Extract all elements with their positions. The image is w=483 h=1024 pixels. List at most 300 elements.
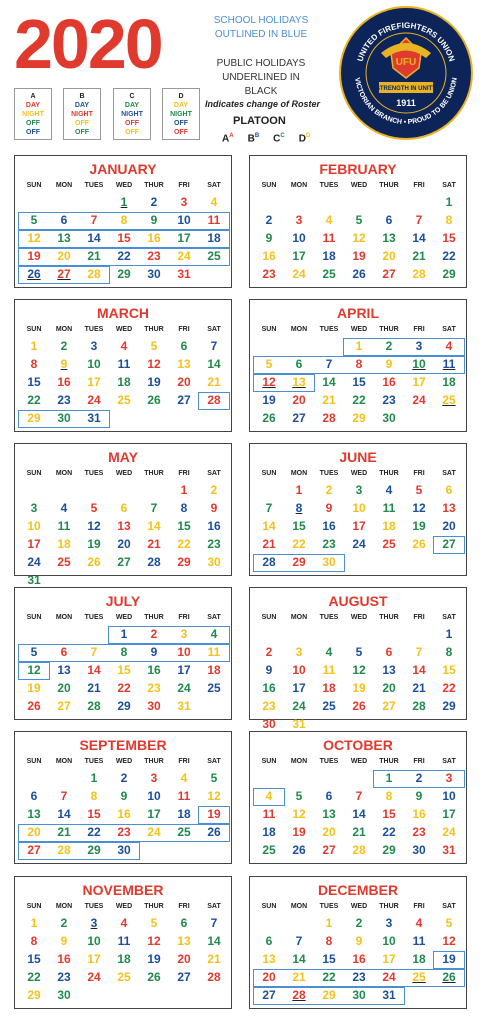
- calendar-day[interactable]: 8: [30, 934, 38, 948]
- calendar-day[interactable]: 7: [210, 916, 218, 930]
- calendar-day[interactable]: 23: [262, 267, 276, 281]
- calendar-day[interactable]: 4: [445, 339, 453, 353]
- calendar-day[interactable]: 25: [207, 681, 221, 695]
- calendar-day[interactable]: 3: [295, 645, 303, 659]
- calendar-day[interactable]: 12: [27, 663, 41, 677]
- calendar-day[interactable]: 20: [27, 825, 41, 839]
- calendar-day[interactable]: 25: [57, 555, 71, 569]
- calendar-day[interactable]: 22: [442, 681, 456, 695]
- calendar-day[interactable]: 15: [87, 807, 101, 821]
- calendar-day[interactable]: 26: [412, 537, 426, 551]
- calendar-day[interactable]: 1: [120, 195, 128, 209]
- calendar-day[interactable]: 23: [322, 537, 336, 551]
- calendar-day[interactable]: 19: [87, 537, 101, 551]
- calendar-day[interactable]: 15: [177, 519, 191, 533]
- calendar-day[interactable]: 26: [147, 970, 161, 984]
- calendar-day[interactable]: 9: [385, 357, 393, 371]
- calendar-day[interactable]: 18: [322, 681, 336, 695]
- calendar-day[interactable]: 5: [265, 357, 273, 371]
- calendar-day[interactable]: 27: [442, 537, 456, 551]
- calendar-day[interactable]: 11: [382, 501, 396, 515]
- calendar-day[interactable]: 2: [60, 339, 68, 353]
- calendar-day[interactable]: 24: [292, 267, 306, 281]
- calendar-day[interactable]: 21: [87, 249, 101, 263]
- calendar-day[interactable]: 17: [87, 952, 101, 966]
- calendar-day[interactable]: 17: [442, 807, 456, 821]
- calendar-day[interactable]: 20: [57, 681, 71, 695]
- calendar-day[interactable]: 11: [207, 645, 221, 659]
- calendar-day[interactable]: 11: [262, 807, 276, 821]
- calendar-day[interactable]: 5: [90, 501, 98, 515]
- calendar-day[interactable]: 3: [180, 195, 188, 209]
- calendar-day[interactable]: 16: [57, 952, 71, 966]
- calendar-day[interactable]: 11: [117, 934, 131, 948]
- calendar-day[interactable]: 16: [382, 375, 396, 389]
- calendar-day[interactable]: 5: [150, 339, 158, 353]
- calendar-day[interactable]: 9: [265, 663, 273, 677]
- calendar-day[interactable]: 24: [87, 393, 101, 407]
- calendar-day[interactable]: 10: [382, 934, 396, 948]
- calendar-day[interactable]: 15: [382, 807, 396, 821]
- calendar-day[interactable]: 27: [117, 555, 131, 569]
- calendar-day[interactable]: 14: [207, 357, 221, 371]
- calendar-day[interactable]: 9: [265, 231, 273, 245]
- calendar-day[interactable]: 30: [322, 555, 336, 569]
- calendar-day[interactable]: 30: [207, 555, 221, 569]
- calendar-day[interactable]: 15: [442, 663, 456, 677]
- calendar-day[interactable]: 5: [445, 916, 453, 930]
- calendar-day[interactable]: 14: [87, 231, 101, 245]
- calendar-day[interactable]: 13: [382, 663, 396, 677]
- calendar-day[interactable]: 25: [322, 699, 336, 713]
- calendar-day[interactable]: 19: [412, 519, 426, 533]
- calendar-day[interactable]: 27: [262, 988, 276, 1002]
- calendar-day[interactable]: 11: [177, 789, 191, 803]
- calendar-day[interactable]: 29: [27, 411, 41, 425]
- calendar-day[interactable]: 29: [442, 699, 456, 713]
- calendar-day[interactable]: 21: [412, 681, 426, 695]
- calendar-day[interactable]: 8: [120, 213, 128, 227]
- calendar-day[interactable]: 2: [120, 771, 128, 785]
- calendar-day[interactable]: 17: [177, 663, 191, 677]
- calendar-day[interactable]: 13: [57, 231, 71, 245]
- calendar-day[interactable]: 15: [442, 231, 456, 245]
- calendar-day[interactable]: 13: [177, 934, 191, 948]
- calendar-day[interactable]: 13: [322, 807, 336, 821]
- calendar-day[interactable]: 28: [207, 393, 221, 407]
- calendar-day[interactable]: 6: [385, 213, 393, 227]
- calendar-day[interactable]: 26: [27, 267, 41, 281]
- calendar-day[interactable]: 10: [177, 213, 191, 227]
- calendar-day[interactable]: 6: [445, 483, 453, 497]
- calendar-day[interactable]: 30: [262, 717, 276, 731]
- calendar-day[interactable]: 4: [265, 789, 273, 803]
- calendar-day[interactable]: 5: [415, 483, 423, 497]
- calendar-day[interactable]: 16: [262, 249, 276, 263]
- calendar-day[interactable]: 22: [292, 537, 306, 551]
- calendar-day[interactable]: 19: [292, 825, 306, 839]
- calendar-day[interactable]: 15: [292, 519, 306, 533]
- calendar-day[interactable]: 1: [30, 339, 38, 353]
- calendar-day[interactable]: 6: [265, 934, 273, 948]
- calendar-day[interactable]: 17: [412, 375, 426, 389]
- calendar-day[interactable]: 13: [27, 807, 41, 821]
- calendar-day[interactable]: 16: [147, 231, 161, 245]
- calendar-day[interactable]: 14: [412, 663, 426, 677]
- calendar-day[interactable]: 26: [147, 393, 161, 407]
- calendar-day[interactable]: 25: [412, 970, 426, 984]
- calendar-day[interactable]: 28: [87, 267, 101, 281]
- calendar-day[interactable]: 25: [207, 249, 221, 263]
- calendar-day[interactable]: 4: [60, 501, 68, 515]
- calendar-day[interactable]: 26: [352, 267, 366, 281]
- calendar-day[interactable]: 25: [177, 825, 191, 839]
- calendar-day[interactable]: 5: [150, 916, 158, 930]
- calendar-day[interactable]: 29: [292, 555, 306, 569]
- calendar-day[interactable]: 6: [180, 916, 188, 930]
- calendar-day[interactable]: 31: [27, 573, 41, 587]
- calendar-day[interactable]: 23: [147, 681, 161, 695]
- calendar-day[interactable]: 10: [352, 501, 366, 515]
- calendar-day[interactable]: 14: [292, 952, 306, 966]
- calendar-day[interactable]: 18: [262, 825, 276, 839]
- calendar-day[interactable]: 24: [177, 681, 191, 695]
- calendar-day[interactable]: 21: [207, 952, 221, 966]
- calendar-day[interactable]: 19: [207, 807, 221, 821]
- calendar-day[interactable]: 14: [87, 663, 101, 677]
- calendar-day[interactable]: 2: [60, 916, 68, 930]
- calendar-day[interactable]: 30: [352, 988, 366, 1002]
- calendar-day[interactable]: 4: [325, 213, 333, 227]
- calendar-day[interactable]: 2: [355, 916, 363, 930]
- calendar-day[interactable]: 24: [412, 393, 426, 407]
- calendar-day[interactable]: 5: [355, 213, 363, 227]
- calendar-day[interactable]: 1: [445, 195, 453, 209]
- calendar-day[interactable]: 6: [295, 357, 303, 371]
- calendar-day[interactable]: 6: [385, 645, 393, 659]
- calendar-day[interactable]: 19: [352, 249, 366, 263]
- calendar-day[interactable]: 2: [265, 645, 273, 659]
- calendar-day[interactable]: 7: [90, 213, 98, 227]
- calendar-day[interactable]: 18: [382, 519, 396, 533]
- calendar-day[interactable]: 29: [442, 267, 456, 281]
- calendar-day[interactable]: 10: [87, 357, 101, 371]
- calendar-day[interactable]: 27: [177, 970, 191, 984]
- calendar-day[interactable]: 7: [265, 501, 273, 515]
- calendar-day[interactable]: 30: [57, 988, 71, 1002]
- calendar-day[interactable]: 28: [352, 843, 366, 857]
- calendar-day[interactable]: 24: [147, 825, 161, 839]
- calendar-day[interactable]: 26: [87, 555, 101, 569]
- calendar-day[interactable]: 9: [210, 501, 218, 515]
- calendar-day[interactable]: 29: [177, 555, 191, 569]
- calendar-day[interactable]: 1: [295, 483, 303, 497]
- calendar-day[interactable]: 11: [412, 934, 426, 948]
- calendar-day[interactable]: 19: [27, 681, 41, 695]
- calendar-day[interactable]: 20: [382, 681, 396, 695]
- calendar-day[interactable]: 13: [442, 501, 456, 515]
- calendar-day[interactable]: 6: [180, 339, 188, 353]
- calendar-day[interactable]: 24: [292, 699, 306, 713]
- calendar-day[interactable]: 1: [30, 916, 38, 930]
- calendar-day[interactable]: 23: [147, 249, 161, 263]
- calendar-day[interactable]: 5: [30, 213, 38, 227]
- calendar-day[interactable]: 22: [117, 249, 131, 263]
- calendar-day[interactable]: 11: [442, 357, 456, 371]
- calendar-day[interactable]: 26: [442, 970, 456, 984]
- calendar-day[interactable]: 3: [150, 771, 158, 785]
- calendar-day[interactable]: 14: [147, 519, 161, 533]
- calendar-day[interactable]: 16: [352, 952, 366, 966]
- calendar-day[interactable]: 22: [27, 970, 41, 984]
- calendar-day[interactable]: 2: [265, 213, 273, 227]
- calendar-day[interactable]: 12: [147, 357, 161, 371]
- calendar-day[interactable]: 13: [57, 663, 71, 677]
- calendar-day[interactable]: 12: [87, 519, 101, 533]
- calendar-day[interactable]: 25: [382, 537, 396, 551]
- calendar-day[interactable]: 16: [117, 807, 131, 821]
- calendar-day[interactable]: 8: [90, 789, 98, 803]
- calendar-day[interactable]: 14: [412, 231, 426, 245]
- calendar-day[interactable]: 23: [382, 393, 396, 407]
- calendar-day[interactable]: 20: [382, 249, 396, 263]
- calendar-day[interactable]: 14: [57, 807, 71, 821]
- calendar-day[interactable]: 7: [90, 645, 98, 659]
- calendar-day[interactable]: 14: [207, 934, 221, 948]
- calendar-day[interactable]: 7: [60, 789, 68, 803]
- calendar-day[interactable]: 9: [325, 501, 333, 515]
- calendar-day[interactable]: 20: [57, 249, 71, 263]
- calendar-day[interactable]: 28: [57, 843, 71, 857]
- calendar-day[interactable]: 24: [352, 537, 366, 551]
- calendar-day[interactable]: 30: [57, 411, 71, 425]
- calendar-day[interactable]: 9: [355, 934, 363, 948]
- calendar-day[interactable]: 11: [117, 357, 131, 371]
- calendar-day[interactable]: 5: [355, 645, 363, 659]
- calendar-day[interactable]: 11: [207, 213, 221, 227]
- calendar-day[interactable]: 11: [322, 231, 336, 245]
- calendar-day[interactable]: 4: [180, 771, 188, 785]
- calendar-day[interactable]: 20: [292, 393, 306, 407]
- calendar-day[interactable]: 12: [147, 934, 161, 948]
- calendar-day[interactable]: 1: [90, 771, 98, 785]
- calendar-day[interactable]: 11: [322, 663, 336, 677]
- calendar-day[interactable]: 6: [120, 501, 128, 515]
- calendar-day[interactable]: 28: [87, 699, 101, 713]
- calendar-day[interactable]: 17: [87, 375, 101, 389]
- calendar-day[interactable]: 17: [177, 231, 191, 245]
- calendar-day[interactable]: 21: [412, 249, 426, 263]
- calendar-day[interactable]: 6: [30, 789, 38, 803]
- calendar-day[interactable]: 4: [120, 339, 128, 353]
- calendar-day[interactable]: 19: [147, 375, 161, 389]
- calendar-day[interactable]: 6: [325, 789, 333, 803]
- calendar-day[interactable]: 14: [322, 375, 336, 389]
- calendar-day[interactable]: 12: [27, 231, 41, 245]
- calendar-day[interactable]: 15: [352, 375, 366, 389]
- calendar-day[interactable]: 22: [27, 393, 41, 407]
- calendar-day[interactable]: 10: [442, 789, 456, 803]
- calendar-day[interactable]: 6: [60, 213, 68, 227]
- calendar-day[interactable]: 16: [57, 375, 71, 389]
- calendar-day[interactable]: 20: [177, 952, 191, 966]
- calendar-day[interactable]: 21: [87, 681, 101, 695]
- calendar-day[interactable]: 29: [87, 843, 101, 857]
- calendar-day[interactable]: 20: [322, 825, 336, 839]
- calendar-day[interactable]: 17: [382, 952, 396, 966]
- calendar-day[interactable]: 8: [355, 357, 363, 371]
- calendar-day[interactable]: 3: [295, 213, 303, 227]
- calendar-day[interactable]: 8: [180, 501, 188, 515]
- calendar-day[interactable]: 26: [27, 699, 41, 713]
- calendar-day[interactable]: 14: [352, 807, 366, 821]
- calendar-day[interactable]: 30: [147, 267, 161, 281]
- calendar-day[interactable]: 28: [262, 555, 276, 569]
- calendar-day[interactable]: 21: [207, 375, 221, 389]
- calendar-day[interactable]: 28: [412, 267, 426, 281]
- calendar-day[interactable]: 31: [177, 699, 191, 713]
- calendar-day[interactable]: 9: [60, 357, 68, 371]
- calendar-day[interactable]: 18: [442, 375, 456, 389]
- calendar-day[interactable]: 18: [322, 249, 336, 263]
- calendar-day[interactable]: 27: [292, 411, 306, 425]
- calendar-day[interactable]: 8: [445, 213, 453, 227]
- calendar-day[interactable]: 12: [412, 501, 426, 515]
- calendar-day[interactable]: 8: [295, 501, 303, 515]
- calendar-day[interactable]: 1: [325, 916, 333, 930]
- calendar-day[interactable]: 7: [210, 339, 218, 353]
- calendar-day[interactable]: 10: [177, 645, 191, 659]
- calendar-day[interactable]: 19: [352, 681, 366, 695]
- calendar-day[interactable]: 23: [412, 825, 426, 839]
- calendar-day[interactable]: 18: [207, 231, 221, 245]
- calendar-day[interactable]: 29: [382, 843, 396, 857]
- calendar-day[interactable]: 22: [352, 393, 366, 407]
- calendar-day[interactable]: 27: [382, 267, 396, 281]
- calendar-day[interactable]: 15: [117, 231, 131, 245]
- calendar-day[interactable]: 25: [262, 843, 276, 857]
- calendar-day[interactable]: 3: [415, 339, 423, 353]
- calendar-day[interactable]: 31: [382, 988, 396, 1002]
- calendar-day[interactable]: 28: [412, 699, 426, 713]
- calendar-day[interactable]: 17: [147, 807, 161, 821]
- calendar-day[interactable]: 21: [147, 537, 161, 551]
- calendar-day[interactable]: 27: [57, 699, 71, 713]
- calendar-day[interactable]: 28: [322, 411, 336, 425]
- calendar-day[interactable]: 21: [292, 970, 306, 984]
- calendar-day[interactable]: 15: [27, 952, 41, 966]
- calendar-day[interactable]: 9: [150, 645, 158, 659]
- calendar-day[interactable]: 30: [412, 843, 426, 857]
- calendar-day[interactable]: 27: [177, 393, 191, 407]
- calendar-day[interactable]: 3: [385, 916, 393, 930]
- calendar-day[interactable]: 14: [262, 519, 276, 533]
- calendar-day[interactable]: 31: [87, 411, 101, 425]
- calendar-day[interactable]: 17: [27, 537, 41, 551]
- calendar-day[interactable]: 31: [177, 267, 191, 281]
- calendar-day[interactable]: 19: [147, 952, 161, 966]
- calendar-day[interactable]: 25: [117, 393, 131, 407]
- calendar-day[interactable]: 25: [442, 393, 456, 407]
- calendar-day[interactable]: 27: [382, 699, 396, 713]
- calendar-day[interactable]: 22: [177, 537, 191, 551]
- calendar-day[interactable]: 19: [27, 249, 41, 263]
- calendar-day[interactable]: 3: [30, 501, 38, 515]
- calendar-day[interactable]: 8: [120, 645, 128, 659]
- calendar-day[interactable]: 23: [207, 537, 221, 551]
- calendar-day[interactable]: 19: [262, 393, 276, 407]
- calendar-day[interactable]: 31: [442, 843, 456, 857]
- calendar-day[interactable]: 24: [442, 825, 456, 839]
- calendar-day[interactable]: 29: [117, 267, 131, 281]
- calendar-day[interactable]: 21: [57, 825, 71, 839]
- calendar-day[interactable]: 3: [90, 916, 98, 930]
- calendar-day[interactable]: 4: [120, 916, 128, 930]
- calendar-day[interactable]: 7: [295, 934, 303, 948]
- calendar-day[interactable]: 15: [117, 663, 131, 677]
- calendar-day[interactable]: 18: [177, 807, 191, 821]
- calendar-day[interactable]: 27: [322, 843, 336, 857]
- calendar-day[interactable]: 9: [120, 789, 128, 803]
- calendar-day[interactable]: 8: [30, 357, 38, 371]
- calendar-day[interactable]: 23: [262, 699, 276, 713]
- calendar-day[interactable]: 4: [210, 195, 218, 209]
- calendar-day[interactable]: 2: [150, 195, 158, 209]
- calendar-day[interactable]: 7: [415, 213, 423, 227]
- calendar-day[interactable]: 3: [180, 627, 188, 641]
- calendar-day[interactable]: 18: [207, 663, 221, 677]
- calendar-day[interactable]: 16: [412, 807, 426, 821]
- calendar-day[interactable]: 26: [262, 411, 276, 425]
- calendar-day[interactable]: 10: [87, 934, 101, 948]
- calendar-day[interactable]: 10: [412, 357, 426, 371]
- calendar-day[interactable]: 21: [352, 825, 366, 839]
- calendar-day[interactable]: 30: [117, 843, 131, 857]
- calendar-day[interactable]: 31: [292, 717, 306, 731]
- calendar-day[interactable]: 2: [385, 339, 393, 353]
- calendar-day[interactable]: 8: [325, 934, 333, 948]
- calendar-day[interactable]: 13: [117, 519, 131, 533]
- calendar-day[interactable]: 4: [210, 627, 218, 641]
- calendar-day[interactable]: 12: [352, 231, 366, 245]
- calendar-day[interactable]: 6: [60, 645, 68, 659]
- calendar-day[interactable]: 20: [442, 519, 456, 533]
- calendar-day[interactable]: 4: [385, 483, 393, 497]
- calendar-day[interactable]: 5: [30, 645, 38, 659]
- calendar-day[interactable]: 17: [292, 681, 306, 695]
- calendar-day[interactable]: 29: [352, 411, 366, 425]
- calendar-day[interactable]: 24: [87, 970, 101, 984]
- calendar-day[interactable]: 26: [352, 699, 366, 713]
- calendar-day[interactable]: 22: [382, 825, 396, 839]
- calendar-day[interactable]: 18: [117, 375, 131, 389]
- calendar-day[interactable]: 16: [322, 519, 336, 533]
- calendar-day[interactable]: 24: [382, 970, 396, 984]
- calendar-day[interactable]: 17: [352, 519, 366, 533]
- calendar-day[interactable]: 2: [325, 483, 333, 497]
- calendar-day[interactable]: 15: [27, 375, 41, 389]
- calendar-day[interactable]: 12: [352, 663, 366, 677]
- calendar-day[interactable]: 22: [87, 825, 101, 839]
- calendar-day[interactable]: 5: [295, 789, 303, 803]
- calendar-day[interactable]: 8: [385, 789, 393, 803]
- calendar-day[interactable]: 27: [57, 267, 71, 281]
- calendar-day[interactable]: 18: [117, 952, 131, 966]
- calendar-day[interactable]: 19: [442, 952, 456, 966]
- calendar-day[interactable]: 23: [57, 393, 71, 407]
- calendar-day[interactable]: 9: [415, 789, 423, 803]
- calendar-day[interactable]: 1: [120, 627, 128, 641]
